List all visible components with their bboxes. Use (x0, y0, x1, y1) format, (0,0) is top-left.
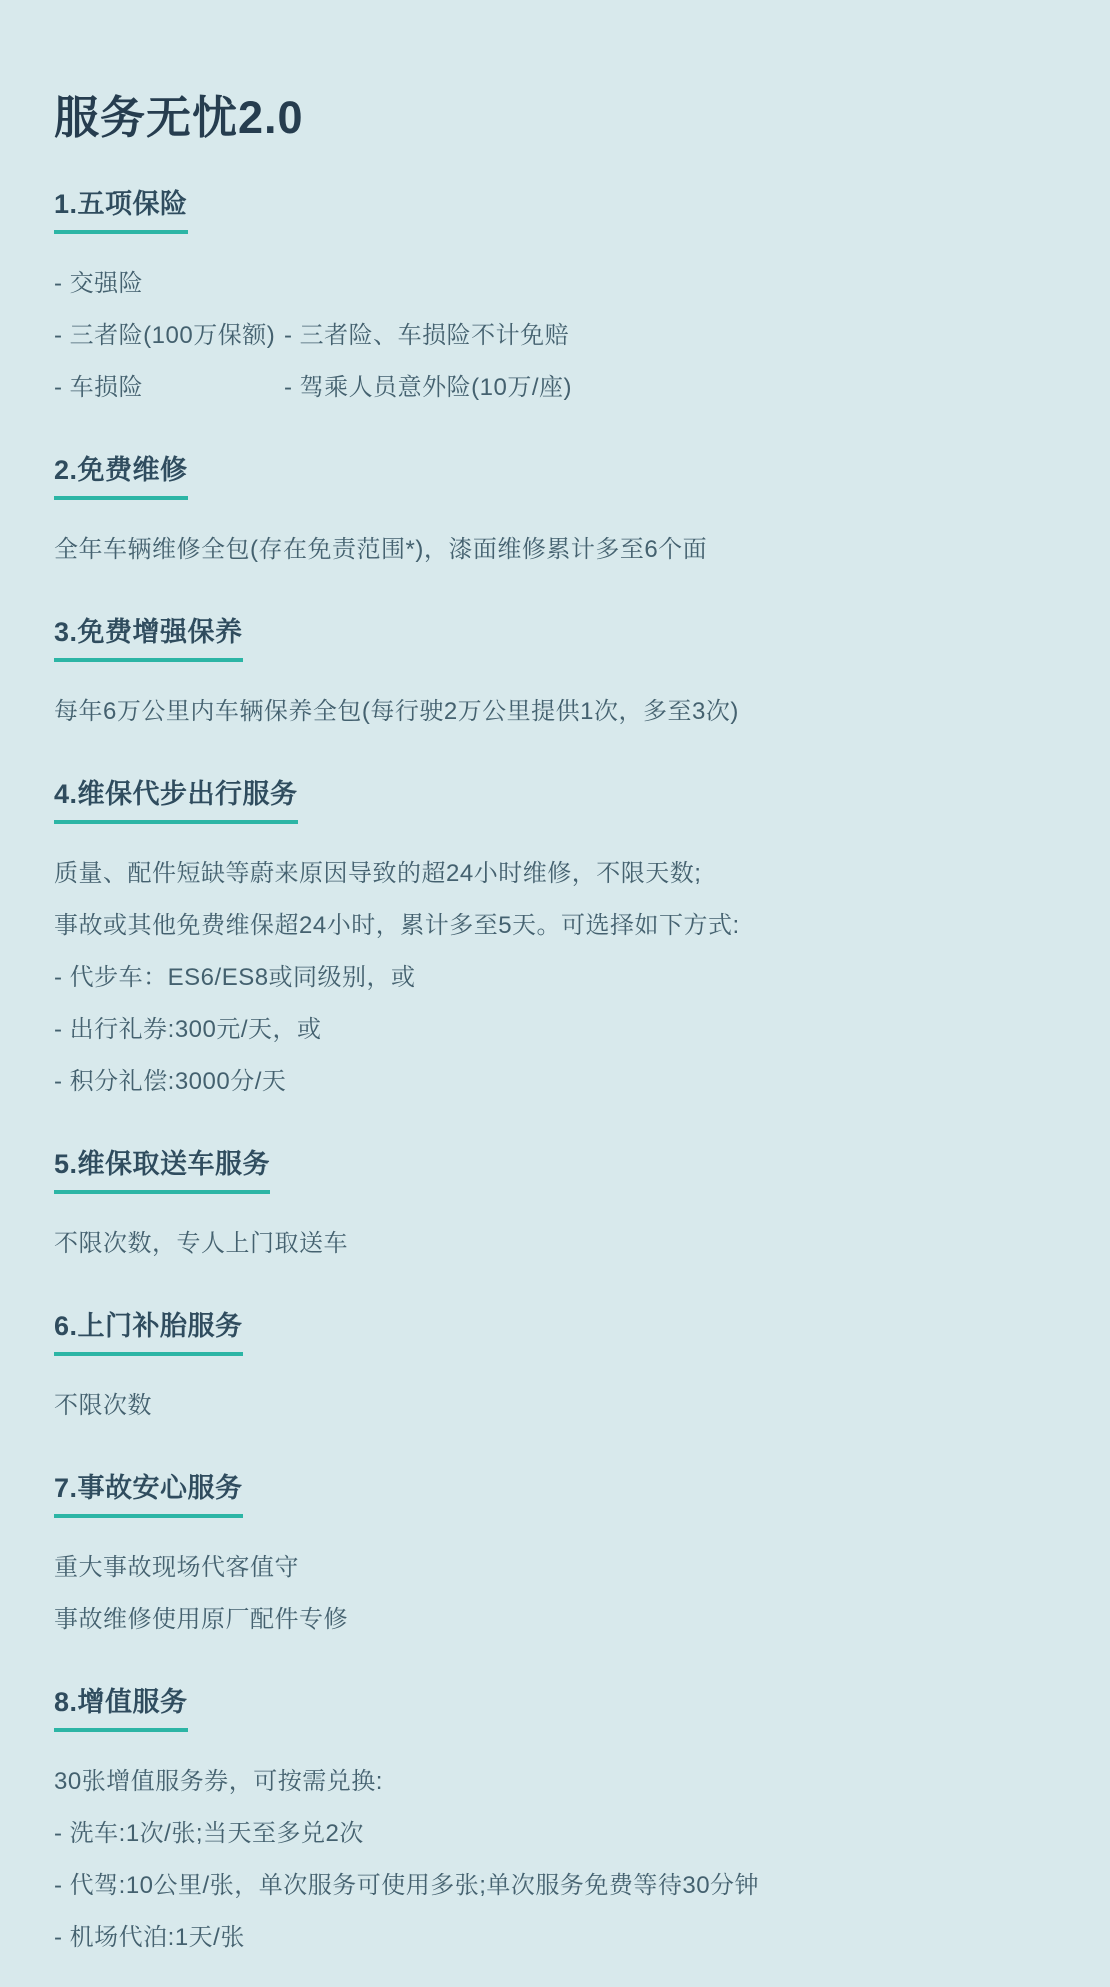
list-item: - 积分礼偿:3000分/天 (54, 1068, 287, 1095)
list-item: - 三者险、车损险不计免赔 (284, 322, 570, 349)
section-value-added (54, 1686, 1070, 1964)
section-heading-door-tire-repair: 6.上门补胎服务 (54, 1310, 243, 1356)
section-five-insurances (54, 188, 1070, 414)
list-item: - 洗车:1次/张;当天至多兑2次 (54, 1820, 364, 1847)
text-line: 不限次数 (54, 1392, 152, 1419)
text-line: 全年车辆维修全包(存在免责范围*)，漆面维修累计多至6个面 (54, 536, 708, 563)
list-item (284, 258, 1070, 310)
list-item: - 代驾:10公里/张，单次服务可使用多张;单次服务免费等待30分钟 (54, 1872, 760, 1899)
section-free-enhanced-maintenance (54, 616, 1070, 738)
section-door-tire-repair (54, 1310, 1070, 1432)
section-heading-value-added: 8.增值服务 (54, 1686, 188, 1732)
section-heading-free-repair: 2.免费维修 (54, 454, 188, 500)
insurance-list (54, 258, 1070, 414)
list-item: - 机场代泊:1天/张 (54, 1924, 245, 1951)
list-item: - 驾乘人员意外险(10万/座) (284, 374, 573, 401)
section-accident-care (54, 1472, 1070, 1646)
list-item: - 代步车：ES6/ES8或同级别，或 (54, 964, 416, 991)
section-heading-pickup-delivery: 5.维保取送车服务 (54, 1148, 270, 1194)
text-line: 质量、配件短缺等蔚来原因导致的超24小时维修，不限天数; (54, 860, 702, 887)
section-heading-courtesy-mobility: 4.维保代步出行服务 (54, 778, 298, 824)
section-heading-five-insurances: 1.五项保险 (54, 188, 188, 234)
section-free-repair (54, 454, 1070, 576)
list-item: - 三者险(100万保额) (54, 322, 276, 349)
text-line: 事故维修使用原厂配件专修 (54, 1606, 348, 1633)
text-line: 不限次数，专人上门取送车 (54, 1230, 348, 1257)
text-line: 事故或其他免费维保超24小时，累计多至5天。可选择如下方式: (54, 912, 740, 939)
list-item: - 车损险 (54, 374, 144, 401)
list-item: - 交强险 (54, 270, 144, 297)
text-line: 30张增值服务券，可按需兑换: (54, 1768, 383, 1795)
text-line: 重大事故现场代客值守 (54, 1554, 299, 1581)
section-courtesy-mobility (54, 778, 1070, 1108)
section-heading-accident-care: 7.事故安心服务 (54, 1472, 243, 1518)
text-line: 每年6万公里内车辆保养全包(每行驶2万公里提供1次，多至3次) (54, 698, 739, 725)
section-heading-free-enhanced-maintenance: 3.免费增强保养 (54, 616, 243, 662)
list-item: - 出行礼券:300元/天，或 (54, 1016, 322, 1043)
section-pickup-delivery (54, 1148, 1070, 1270)
page-title: 服务无忧2.0 (54, 92, 304, 143)
